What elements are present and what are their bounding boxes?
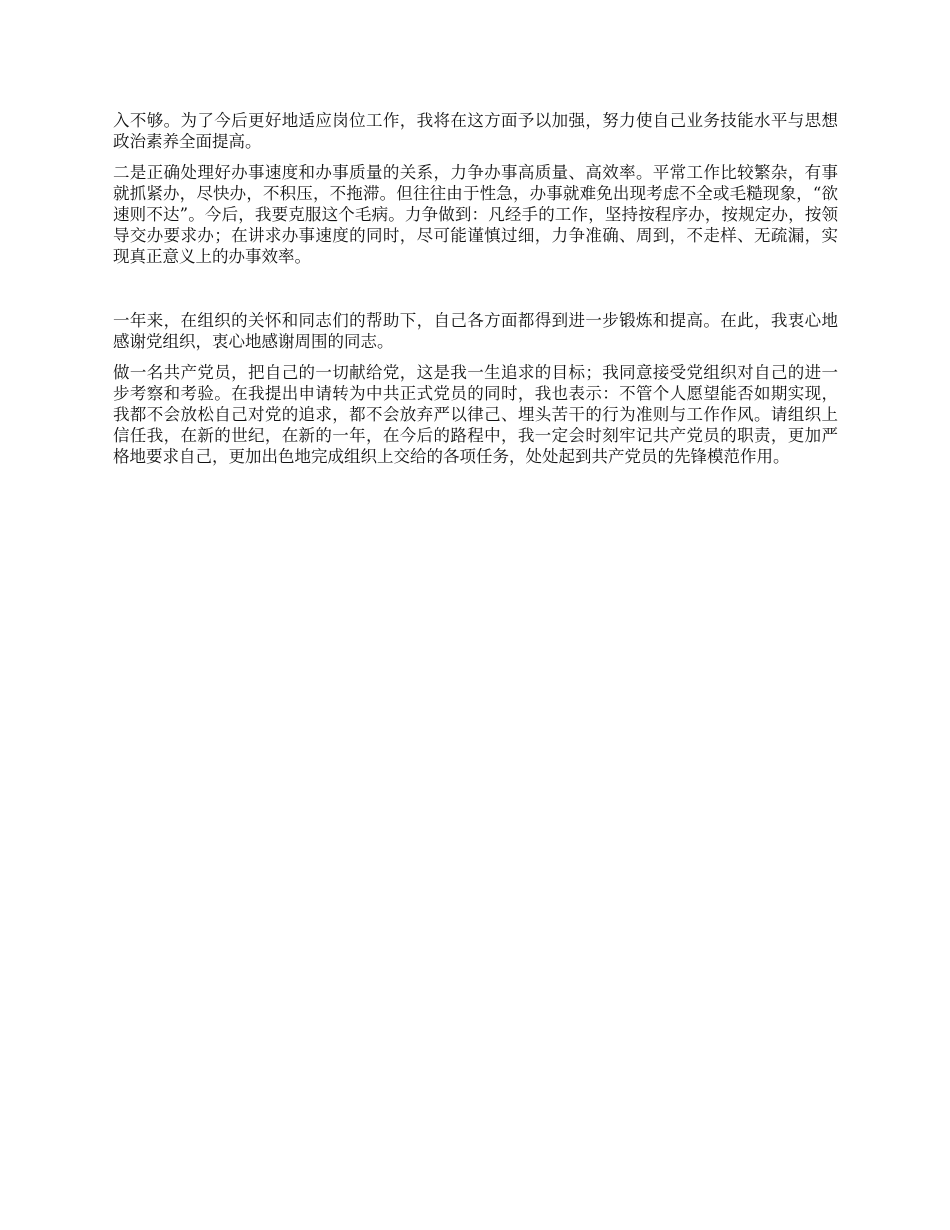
section-spacer bbox=[113, 267, 838, 310]
paragraph-1: 入不够。为了今后更好地适应岗位工作，我将在这方面予以加强，努力使自己业务技能水平与思想政治素养全面提高。 bbox=[113, 111, 838, 151]
document-body bbox=[113, 110, 838, 467]
paragraph-3: 一年来，在组织的关怀和同志们的帮助下，自己各方面都得到进一步锻炼和提高。在此，我衷心地感谢党组织，衷心地感谢周围的同志。 bbox=[113, 311, 838, 351]
paragraph-spacer bbox=[113, 352, 838, 362]
paragraph-spacer bbox=[113, 152, 838, 162]
paragraph-4: 做一名共产党员，把自己的一切献给党，这是我一生追求的目标；我同意接受党组织对自己的进一步考察和考验。在我提出申请转为中共正式党员的同时，我也表示：不管个人愿望能否如期实现，我都不会放松自己对党的追求，都不会放弃严以律己、埋头苦干的行为准则与工作作风。请组织上信任我，在新的世纪，在新的一年，在今后的路程中，我一定会时刻牢记共产党员的职责，更加严格地要求自己，更加出色地完成组织上交给的各项任务，处处起到共产党员的先锋模范作用。 bbox=[113, 363, 838, 466]
paragraph-2: 二是正确处理好办事速度和办事质量的关系，力争办事高质量、高效率。平常工作比较繁杂，有事就抓紧办，尽快办，不积压，不拖滞。但往往由于性急，办事就难免出现考虑不全或毛糙现象，“欲速则不达”。今后，我要克服这个毛病。力争做到：凡经手的工作，坚持按程序办，按规定办，按领导交办要求办；在讲求办事速度的同时，尽可能谨慎过细，力争准确、周到，不走样、无疏漏，实现真正意义上的办事效率。 bbox=[113, 163, 838, 266]
